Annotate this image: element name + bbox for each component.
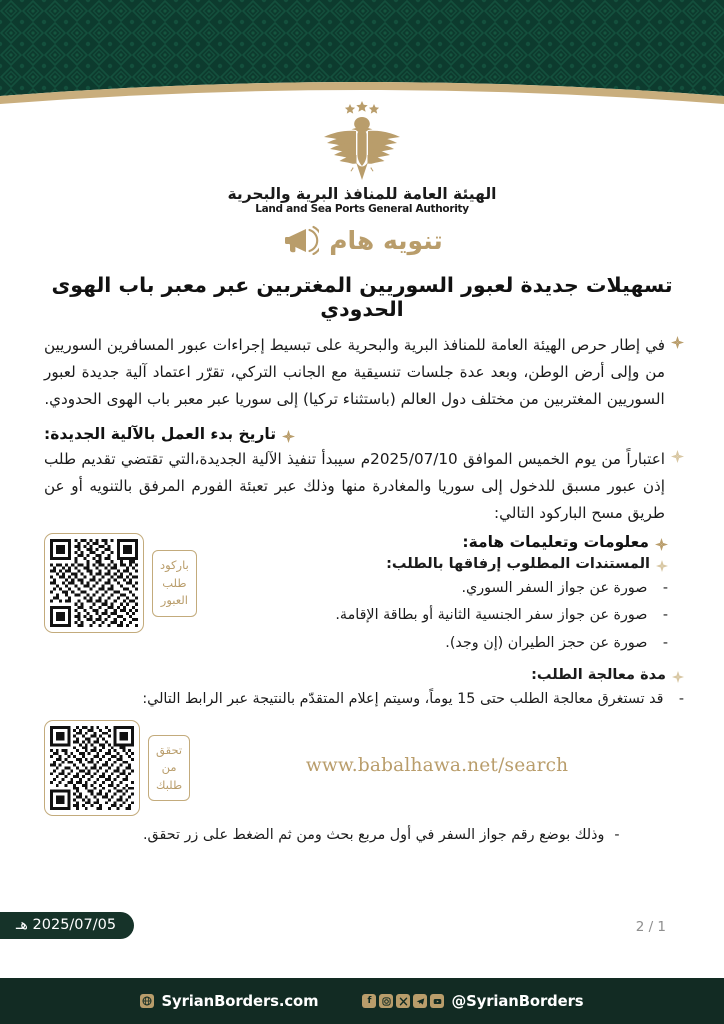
transit-qr-block[interactable]: [44, 533, 197, 633]
x-twitter-icon[interactable]: [396, 994, 410, 1008]
processing-heading-row: [44, 667, 684, 683]
verify-qr-label-line-3: طلبك: [156, 777, 183, 792]
diamond-ornament-icon: [656, 560, 668, 572]
info-section: [197, 533, 684, 656]
authority-name-ar: الهيئة العامة للمنافذ البرية والبحرية: [227, 185, 497, 203]
dash-marker: -: [662, 634, 668, 651]
transit-qr-label-line-3: العبور: [160, 593, 188, 608]
megaphone-icon: [281, 225, 319, 255]
documents-subheading-label: المستندات المطلوب إرفاقها بالطلب:: [386, 556, 650, 573]
verify-qr-label-box: [148, 735, 190, 802]
transit-qr-label-box: [152, 550, 197, 617]
youtube-icon[interactable]: [430, 994, 444, 1008]
diamond-ornament-icon: [671, 450, 684, 463]
verify-qr-frame[interactable]: [44, 720, 140, 816]
dash-marker: -: [662, 607, 668, 624]
start-date-heading-row: [44, 425, 684, 443]
website-group[interactable]: [140, 993, 318, 1010]
transit-qr-frame[interactable]: [44, 533, 144, 633]
document-body: [0, 332, 724, 849]
processing-heading-label: مدة معالجة الطلب:: [531, 666, 666, 683]
start-date-heading-label: تاريخ بدء العمل بالآلية الجديدة:: [44, 425, 277, 444]
document-list-item: [197, 630, 668, 657]
verify-qr-label-line-1: تحقق: [156, 742, 183, 757]
document-list-item: [197, 575, 668, 602]
instagram-icon[interactable]: [379, 994, 393, 1008]
page-number: 2 / 1: [635, 919, 666, 935]
diamond-ornament-icon: [282, 430, 295, 443]
page-title: تسهيلات جديدة لعبور السوريين المغتربين عبر معبر باب الهوى الحدودي: [51, 273, 673, 321]
header-graphic: [0, 0, 724, 110]
facebook-icon[interactable]: f: [362, 994, 376, 1008]
header-banner: [0, 0, 724, 110]
publication-date-badge: 2025/07/05 هـ: [0, 912, 134, 939]
page-footer: [0, 978, 724, 1024]
authority-logo: [0, 100, 724, 215]
telegram-icon[interactable]: [413, 994, 427, 1008]
website-label[interactable]: SyrianBorders.com: [161, 992, 319, 1010]
notice-badge-row: [0, 225, 724, 255]
document-item-text: صورة عن جواز سفر الجنسية الثانية أو بطاقة الإقامة.: [335, 607, 648, 624]
dash-marker: -: [662, 580, 668, 597]
dash-marker: -: [614, 826, 620, 843]
intro-paragraph-text: في إطار حرص الهيئة العامة للمنافذ البرية والبحرية على تبسيط إجراءات عبور المسافرين السوريين من وإلى أرض الوطن، وبعد عدة جلسات تنسيقية مع الجانب التركي، تقرّر اعتماد آلية جديدة لعبور السوريين المغتربين من مختلف دول العالم (باستثناء تركيا) إلى سوريا عبر معبر باب الهوى الحدودي.: [44, 336, 665, 409]
search-url-wrap: [190, 755, 684, 780]
info-heading-row: [197, 533, 668, 551]
document-item-text: صورة عن حجز الطيران (إن وجد).: [445, 634, 648, 651]
document-item-text: صورة عن جواز السفر السوري.: [461, 580, 648, 597]
diamond-ornament-icon: [655, 538, 668, 551]
start-date-paragraph-row: [44, 446, 684, 527]
document-list-item: [197, 602, 668, 629]
start-date-paragraph-text: اعتباراً من يوم الخميس الموافق 2025/07/10م سيبدأ تنفيذ الآلية الجديدة،التي تقتضي تقديم طلب إذن عبور مسبق للدخول إلى سوريا والمغادرة منها وذلك عبر تعبئة الفورم المرفق بالتنويه أو عن طريق مسح الباركود التالي:: [44, 450, 665, 523]
diamond-ornament-icon: [672, 671, 684, 683]
intro-paragraph-row: [44, 332, 684, 413]
authority-name-en: Land and Sea Ports General Authority: [255, 203, 469, 215]
final-instruction-text: وذلك بوضع رقم جواز السفر في أول مربع بحث ومن ثم الضغط على زر تحقق.: [143, 826, 605, 843]
social-icon-list: [362, 994, 444, 1008]
diamond-ornament-icon: [671, 336, 684, 349]
notice-badge-label: تنويه هام: [329, 225, 443, 255]
final-instruction-item: [44, 822, 684, 849]
verify-qr-label-line-2: من: [161, 760, 177, 775]
eagle-emblem-icon: [306, 100, 418, 184]
qr-code-icon[interactable]: [50, 539, 138, 627]
info-heading-label: معلومات وتعليمات هامة:: [462, 533, 649, 552]
social-group[interactable]: [362, 993, 583, 1010]
social-handle-label[interactable]: @SyrianBorders: [451, 992, 584, 1010]
transit-qr-and-info-row: [44, 533, 684, 656]
qr-code-icon[interactable]: [50, 726, 134, 810]
globe-icon: [140, 994, 154, 1008]
transit-qr-label-line-1: باركود: [160, 558, 189, 572]
search-url-link[interactable]: www.babalhawa.net/search: [305, 755, 569, 777]
processing-list-item: [44, 686, 684, 713]
transit-qr-label-line-2: طلب: [162, 575, 187, 590]
documents-subheading-row: [197, 556, 668, 572]
processing-item-text: قد تستغرق معالجة الطلب حتى 15 يوماً، وسيتم إعلام المتقدّم بالنتيجة عبر الرابط التالي:: [142, 690, 664, 707]
verify-qr-block[interactable]: [44, 720, 190, 816]
verify-qr-and-url-row: [44, 720, 684, 816]
dash-marker: -: [678, 690, 684, 707]
